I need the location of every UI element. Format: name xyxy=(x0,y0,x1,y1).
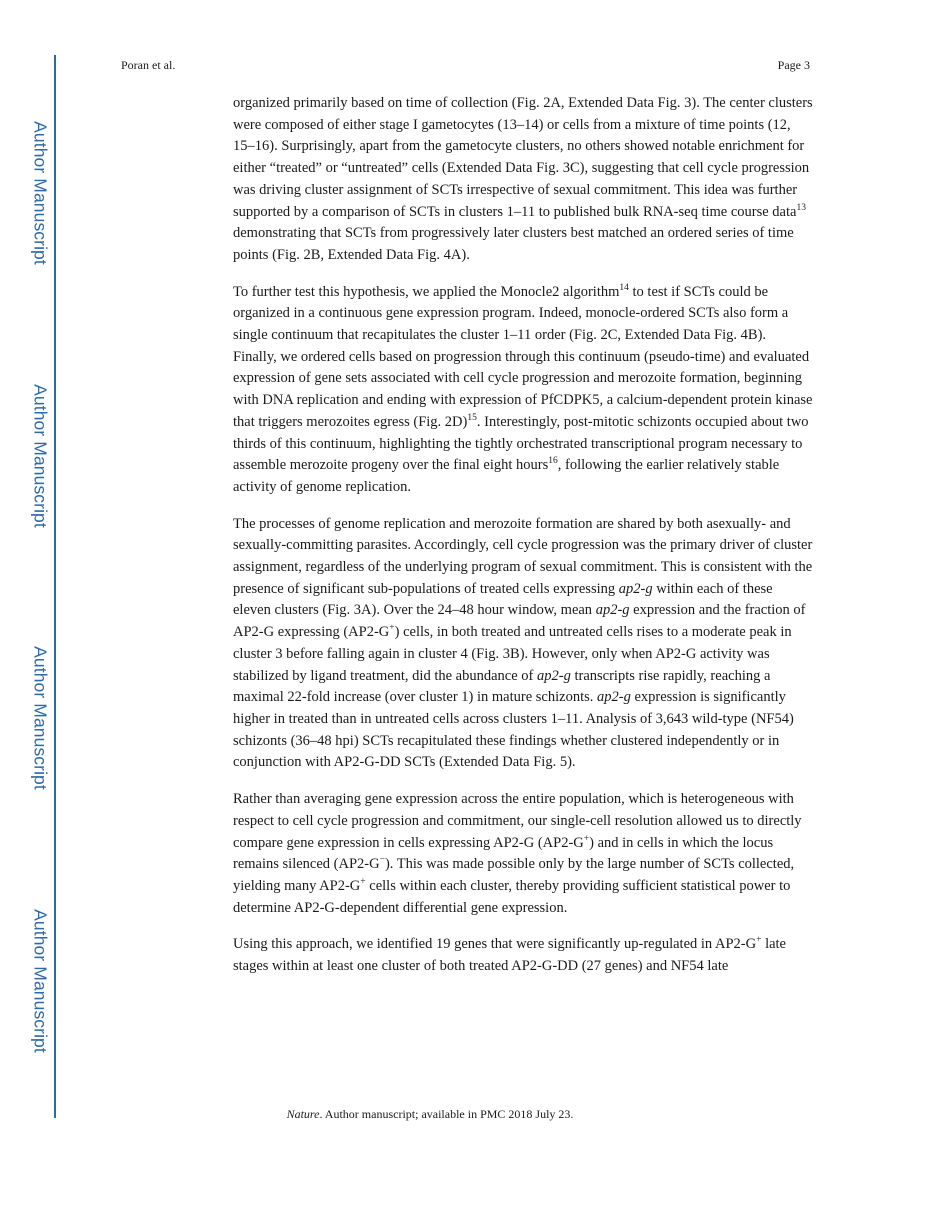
text-run: transcripts rise rapidly, reaching a maximal 22-fold increase (over cluster 1) in mature schizonts. xyxy=(233,667,771,706)
text-run: ) and in cells in which the locus remains silenced (AP2-G xyxy=(233,834,774,873)
sidebar-watermark-text: Author Manuscript xyxy=(30,121,51,265)
footer-journal: Nature xyxy=(286,1107,320,1121)
text-run: To further test this hypothesis, we applied the Monocle2 algorithm xyxy=(233,283,620,300)
superscript: 14 xyxy=(619,282,629,293)
sidebar-watermark-text: Author Manuscript xyxy=(30,384,51,528)
text-run: ). This was made possible only by the large number of SCTs collected, yielding many AP2-G xyxy=(233,856,795,894)
text-run: expression is significantly higher in treated than in untreated cells across clusters 1–11. Analysis of 3,643 wild-type (NF54) schizonts (36–48 hpi) SCTs recapitulated these findings whether clustered independently or in conjunction with AP2-G-DD SCTs (Extended Data Fig. 5). xyxy=(233,689,794,771)
text-run: cells within each cluster, thereby providing sufficient statistical power to determine AP2-G-dependent differential gene expression. xyxy=(233,877,791,916)
paragraph xyxy=(233,93,813,267)
superscript: 15 xyxy=(467,413,477,424)
superscript: + xyxy=(360,877,366,888)
text-run: organized primarily based on time of collection (Fig. 2A, Extended Data Fig. 3). The center clusters were composed of either stage I gametocytes (13–14) or cells from a mixture of time points (12, 15–16). Surprisingly, apart from the gametocyte clusters, no others showed notable enrichment for either “treated” or “untreated” cells (Extended Data Fig. 3C), suggesting that cell cycle progression was driving cluster assignment of SCTs irrespective of sexual commitment. This idea was further supported by a comparison of SCTs in clusters 1–11 to published bulk RNA-seq time course data xyxy=(233,95,813,220)
footer-text: . Author manuscript; available in PMC 2018 July 23. xyxy=(319,1107,574,1121)
text-run: , following the earlier relatively stable activity of genome replication. xyxy=(233,457,780,495)
text-run: . Interestingly, post-mitotic schizonts occupied about two thirds of this continuum, highlighting the tightly orchestrated transcriptional program necessary to assemble merozoite progeny over the final eight hours xyxy=(233,413,809,474)
italic-text: ap2-g xyxy=(537,667,571,684)
text-run: ) cells, in both treated and untreated cells rises to a moderate peak in cluster 3 before falling again in cluster 4 (Fig. 3B). However, only when AP2-G activity was stabilized by ligand treatment, did the abundance of xyxy=(233,624,792,684)
page-number: Page 3 xyxy=(777,58,810,72)
text-run: Using this approach, we identified 19 genes that were significantly up-regulated in AP2-G xyxy=(233,936,757,953)
paragraph xyxy=(233,789,813,919)
superscript: + xyxy=(583,833,590,844)
paragraph xyxy=(233,934,813,977)
text-run: to test if SCTs could be organized in a continuous gene expression program. Indeed, monocle-ordered SCTs also form a single continuum that recapitulates the cluster 1–11 order (Fig. 2C, Extended Data Fig. 4B). Finally, we ordered cells based on progression through this continuum (pseudo-time) and evaluated expression of gene sets associated with cell cycle progression and merozoite formation, beginning with DNA replication and ending with expression of PfCDPK5, a calcium-dependent protein kinase that triggers merozoites egress (Fig. 2D) xyxy=(233,283,813,430)
superscript: + xyxy=(389,623,395,634)
sidebar-watermark-text: Author Manuscript xyxy=(30,909,51,1053)
italic-text: ap2-g xyxy=(595,602,630,619)
text-run: within each of these eleven clusters (Fig. 3A). Over the 24–48 hour window, mean xyxy=(233,580,773,619)
text-run: expression and the fraction of AP2-G expressing (AP2-G xyxy=(233,602,806,641)
superscript: − xyxy=(379,855,385,866)
superscript: 13 xyxy=(796,202,806,213)
superscript: 16 xyxy=(548,456,558,467)
text-run: late stages within at least one cluster of both treated AP2-G-DD (27 genes) and NF54 late xyxy=(233,936,786,975)
text-run: demonstrating that SCTs from progressively later clusters best matched an ordered series of time points (Fig. 2B, Extended Data Fig. 4A). xyxy=(233,225,794,263)
paragraph xyxy=(233,514,813,774)
italic-text: ap2-g xyxy=(597,689,631,706)
footer xyxy=(0,1107,950,1122)
body-text xyxy=(233,93,813,993)
paragraph xyxy=(233,282,813,499)
superscript: + xyxy=(756,935,762,946)
running-header-authors: Poran et al. xyxy=(121,58,176,72)
italic-text: ap2-g xyxy=(618,580,653,597)
text-run: The processes of genome replication and merozoite formation are shared by both asexually- and sexually-committing parasites. Accordingly, cell cycle progression was the primary driver of cluster assignment, regardless of the underlying program of sexual commitment. This is consistent with the presence of significant sub-populations of treated cells expressing xyxy=(233,515,813,597)
text-run: Rather than averaging gene expression across the entire population, which is heterogeneous with respect to cell cycle progression and commitment, our single-cell resolution allowed us to directly compare gene expression in cells expressing AP2-G (AP2-G xyxy=(233,791,802,851)
sidebar-watermark-text: Author Manuscript xyxy=(30,646,51,790)
sidebar-rule xyxy=(54,55,56,1118)
